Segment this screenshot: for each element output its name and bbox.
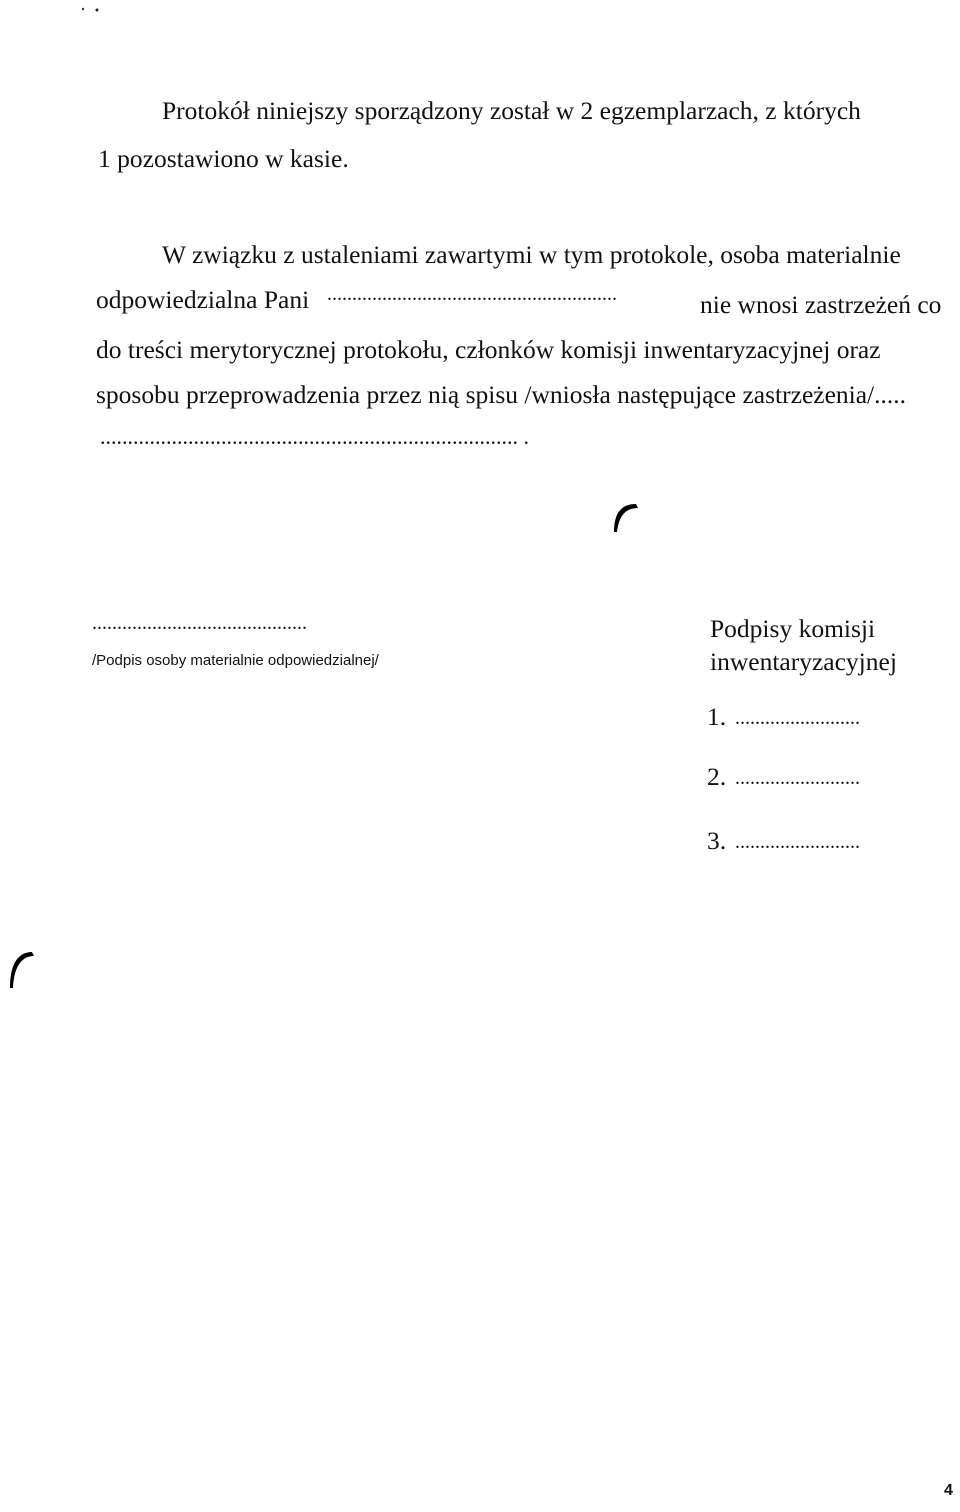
scan-corner-mark bbox=[6, 944, 36, 990]
commission-signature-dots-2: ......................... bbox=[735, 767, 860, 789]
commission-signatures-title-line-2: inwentaryzacyjnej bbox=[710, 647, 897, 676]
paragraph-2-line-5: ............................................................................ . bbox=[100, 424, 529, 449]
paragraph-2-line-1: W związku z ustaleniami zawartymi w tym protokole, osoba materialnie bbox=[162, 240, 901, 269]
paragraph-1-line-1: Protokół niniejszy sporządzony został w 2 egzemplarzach, z których bbox=[162, 96, 861, 125]
page-number: 4 bbox=[944, 1482, 953, 1499]
paragraph-1-line-2: 1 pozostawiono w kasie. bbox=[98, 144, 349, 173]
signature-left-caption: /Podpis osoby materialnie odpowiedzialnej/ bbox=[92, 652, 379, 669]
paragraph-2-line-2-start: odpowiedzialna Pani bbox=[96, 285, 310, 314]
commission-signature-dots-3: ......................... bbox=[735, 831, 860, 853]
paragraph-2-line-2-dots: .......................................................... bbox=[327, 283, 617, 305]
paragraph-2-line-4: sposobu przeprowadzenia przez nią spisu /wniosła następujące zastrzeżenia/..... bbox=[96, 380, 907, 409]
commission-signatures-title-line-1: Podpisy komisji bbox=[710, 614, 876, 643]
paragraph-2-line-2-end: nie wnosi zastrzeżeń co bbox=[700, 290, 942, 319]
signature-left-dots: ........................................... bbox=[92, 612, 307, 634]
commission-signature-number-2: 2. bbox=[707, 762, 727, 791]
scan-speck-mark bbox=[80, 6, 100, 16]
commission-signature-dots-1: ......................... bbox=[735, 707, 860, 729]
scan-corner-mark bbox=[610, 498, 640, 534]
paragraph-2-line-3: do treści merytorycznej protokołu, członków komisji inwentaryzacyjnej oraz bbox=[96, 335, 881, 364]
commission-signature-number-3: 3. bbox=[707, 826, 727, 855]
commission-signature-number-1: 1. bbox=[707, 702, 727, 731]
